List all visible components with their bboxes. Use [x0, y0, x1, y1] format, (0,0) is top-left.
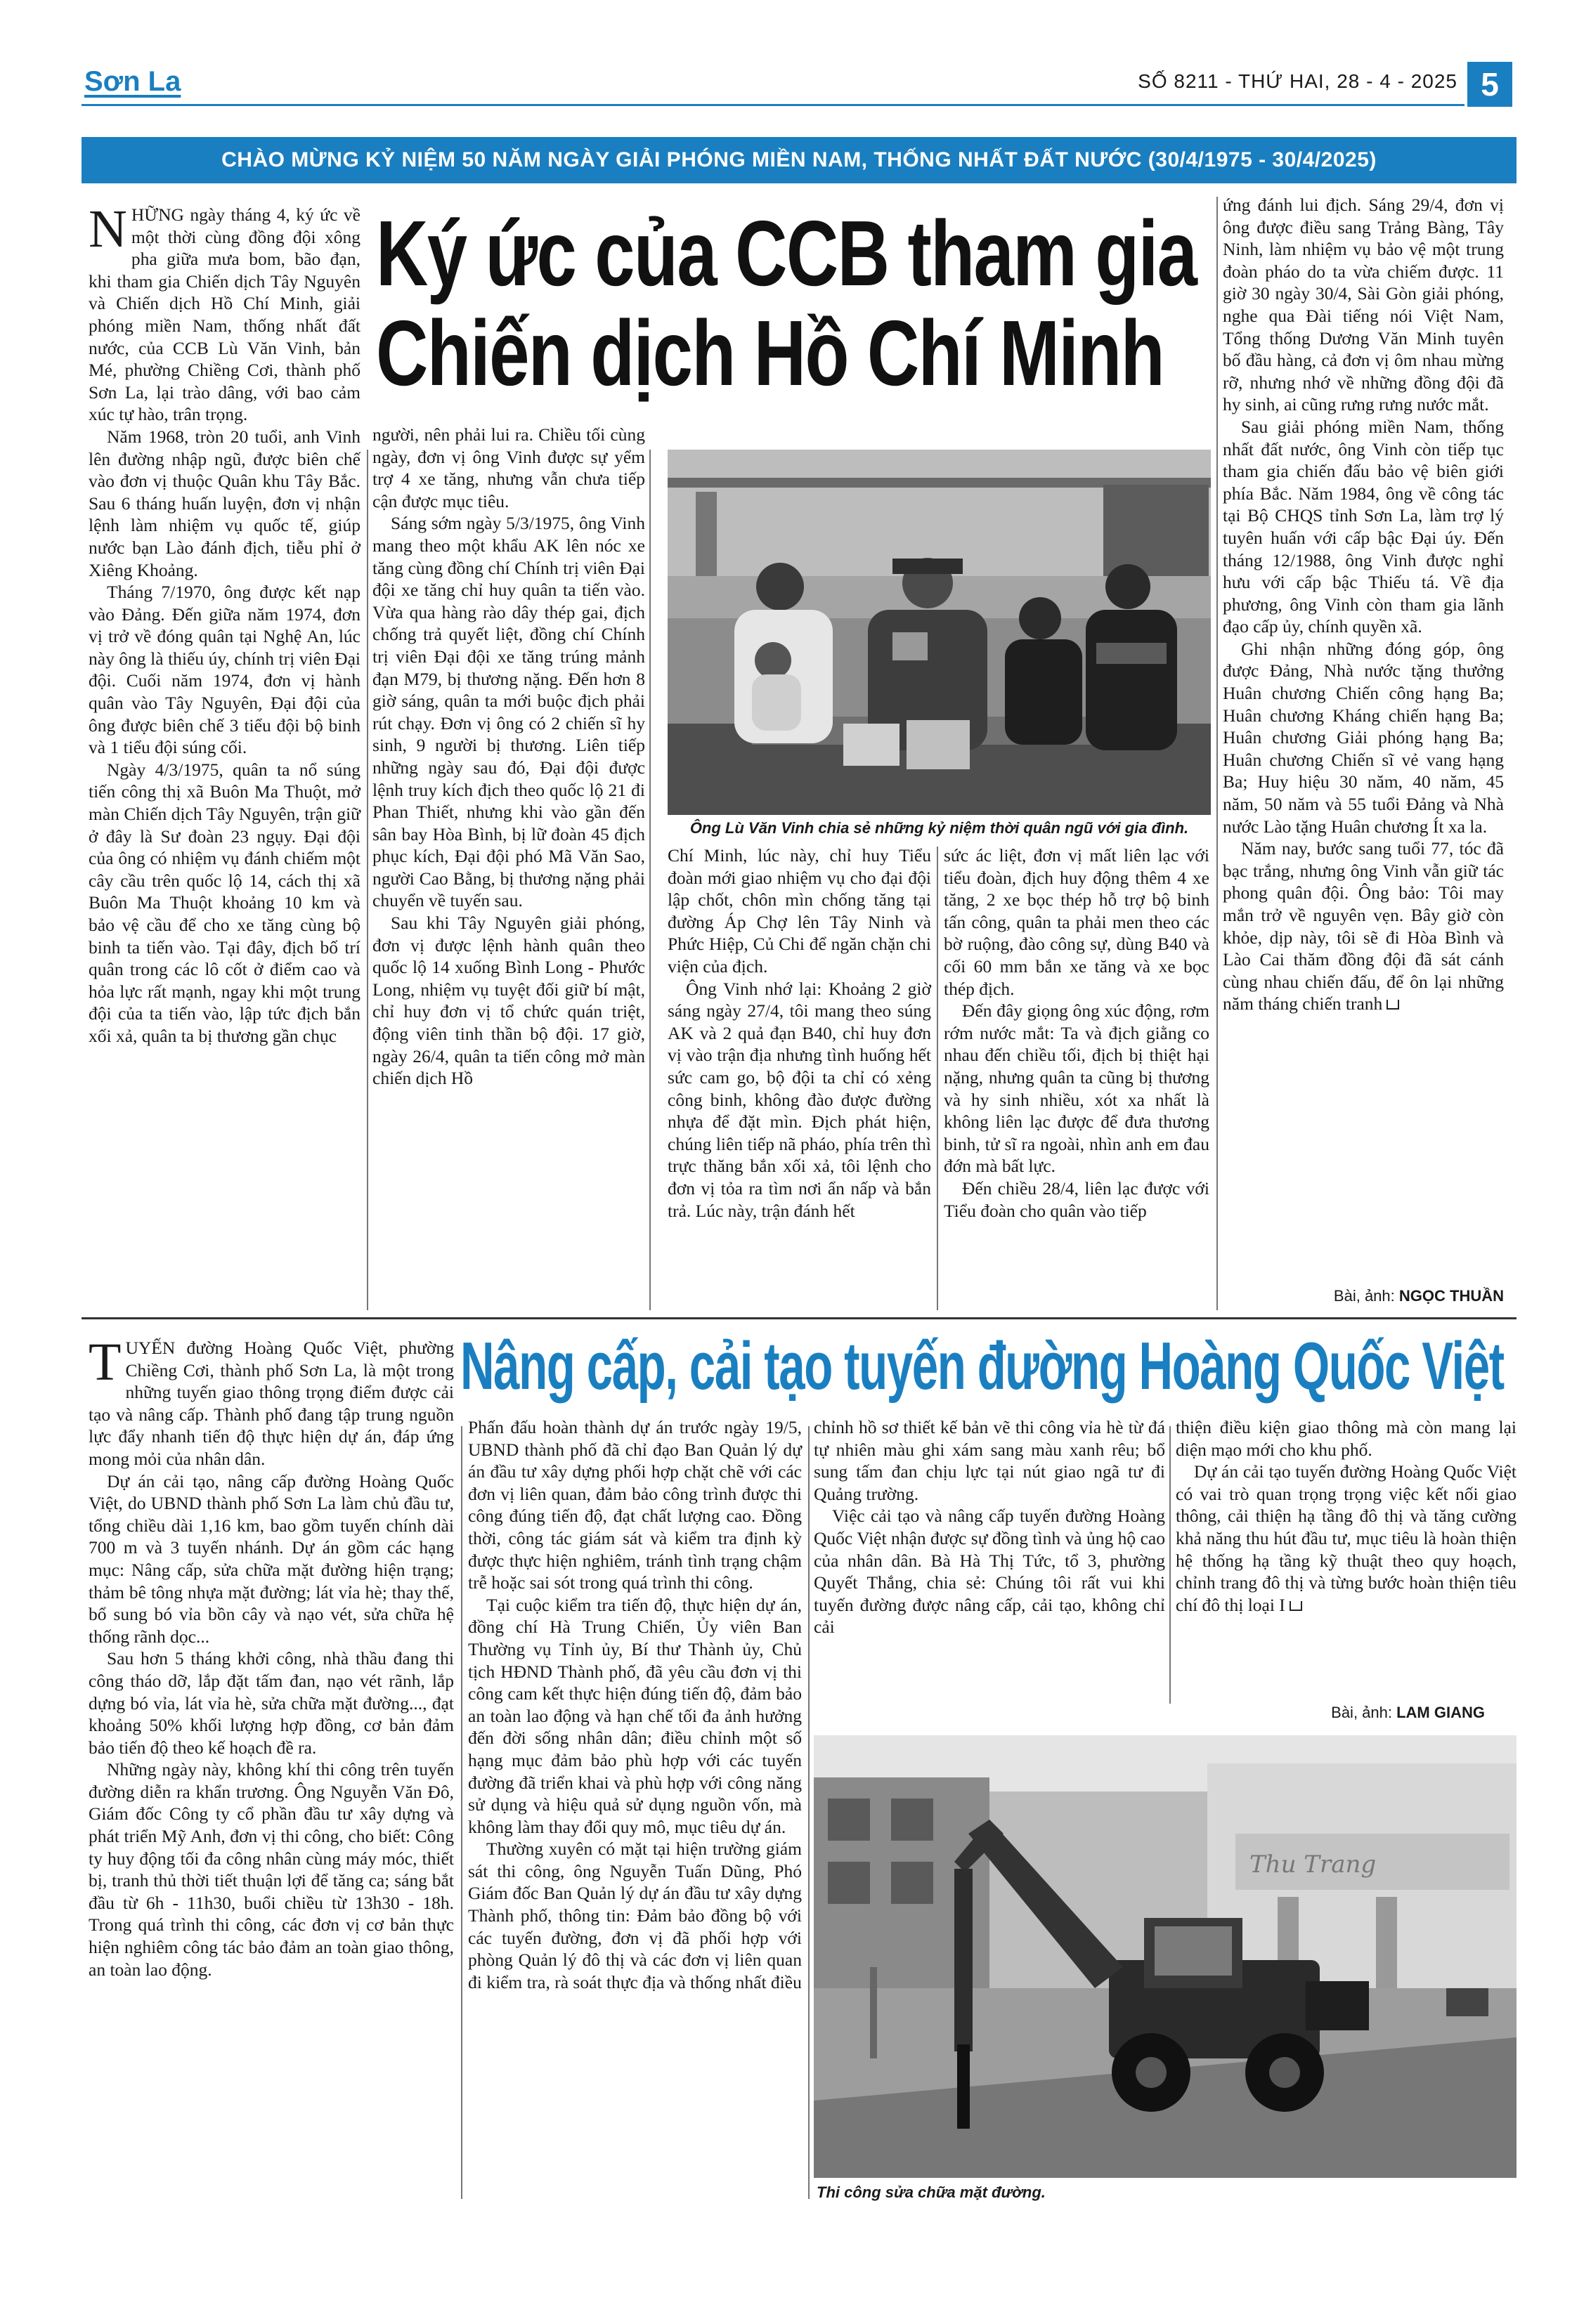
paragraph: ứng đánh lui địch. Sáng 29/4, đơn vị ông được điều sang Trảng Bàng, Tây Ninh, làm nhiệm vụ bảo vệ một trung đoàn pháo do ta vừa chiếm được. 11 giờ 30 ngày 30/4, Sài Gòn giải phóng, nghe qua Đài tiếng nói Việt Nam, Tổng thống Dương Văn Minh tuyên bố đầu hàng, cả đơn vị ôm nhau mừng rỡ, nhưng nhớ về những đồng đội đã hy sinh, ai cũng rưng rưng nước mắt. — [1223, 195, 1504, 415]
article1-byline — [1223, 1287, 1504, 1305]
byline-author: NGỌC THUẦN — [1398, 1287, 1504, 1305]
photo-caption: Thi công sửa chữa mặt đường. — [817, 2183, 1046, 2201]
paragraph: Tại cuộc kiểm tra tiến độ, thực hiện dự án, đồng chí Hà Trung Chiến, Ủy viên Ban Thường vụ Tỉnh ủy, Bí thư Thành ủy, Chủ tịch HĐND Thành phố, đã yêu cầu đơn vị thi công cam kết thực hiện đúng tiến độ, đảm bảo an toàn lao động và hạn chế tối đa ảnh hưởng đến đời sống nhân dân; điều chỉnh một số hạng mục đảm bảo phù hợp với các tuyến đường đã triển khai và phù hợp với công năng sử dụng và hiệu quả sử dụng nguồn vốn, mà không làm thay đổi quy mô, mục tiêu dự án. — [468, 1594, 802, 1837]
paragraph: sức ác liệt, đơn vị mất liên lạc với tiểu đoàn, địch huy động thêm 4 xe tăng, 2 xe bọc thép hỗ trợ bộ binh tấn công, quân ta phải men theo các bờ ruộng, đào công sự, dùng B40 và cối 60 mm bắn xe tăng và xe bọc thép địch. — [944, 845, 1209, 999]
article2-byline — [1176, 1704, 1485, 1722]
section-name: Sơn La — [84, 66, 181, 97]
paragraph: chỉnh hồ sơ thiết kế bản vẽ thi công vỉa hè từ đá tự nhiên màu ghi xám sang màu xanh rêu; bổ sung tấm đan chịu lực tại nút giao ngã tư đi Quảng trường. — [814, 1417, 1165, 1504]
paragraph: Đến đây giọng ông xúc động, rơm rớm nước mắt: Ta và địch giằng co nhau đến chiều tối, địch bị thiệt hại nặng, nhưng quân ta cũng bị thương và hy sinh nhiều, xót xa nhất là không liên lạc được để đưa thương binh, tử sĩ ra ngoài, nhìn anh em đau đớn mà bất lực. — [944, 1000, 1209, 1177]
column-divider — [461, 1426, 462, 2199]
paragraph: Sau khi Tây Nguyên giải phóng, đơn vị được lệnh hành quân theo quốc lộ 14 xuống Bình Long - Phước Long, nhiệm vụ tuyệt đối giữ bí mật, chỉ huy đơn vị tổ chức quán triệt, động viên tinh thần bộ đội. 17 giờ, ngày 26/4, quân ta tiến công mở màn chiến dịch Hồ — [372, 913, 645, 1089]
paragraph: Ngày 4/3/1975, quân ta nổ súng tiến công thị xã Buôn Ma Thuột, mở màn Chiến dịch Tây Nguyên, trận giữ ở đây là Sư đoàn 23 ngụy. Đại đội của ông có nhiệm vụ đánh chiếm một cây cầu trên quốc lộ 14, cách thị xã Buôn Ma Thuột khoảng 10 km và bảo vệ cầu để cho xe tăng cùng bộ binh ta tiến vào. Tại đây, địch bố trí quân trong các lô cốt ở điểm cao và hỏa lực rất mạnh, ngay khi một trung đội của ta tiến vào, lập tức địch bắn xối xả, quân ta bị thương gần chục — [89, 759, 361, 1046]
veteran-family-photo — [668, 450, 1211, 815]
byline-author: LAM GIANG — [1396, 1704, 1485, 1721]
paragraph: Năm 1968, tròn 20 tuổi, anh Vinh lên đường nhập ngũ, được biên chế vào đơn vị thuộc Quân khu Tây Bắc. Sau 6 tháng huấn luyện, đơn vị nhận lệnh làm nhiệm vụ quốc tế, giúp nước bạn Lào đánh địch, tiễu phỉ ở Xiêng Khoảng. — [89, 426, 361, 580]
paragraph: Tháng 7/1970, ông được kết nạp vào Đảng. Đến giữa năm 1974, đơn vị trở về đóng quân tại Nghệ An, lúc này ông là thiếu úy, chính trị viên Đại đội. Cuối năm 1974, đơn vị hành quân vào Tây Nguyên, Đại đội của ông được biên chế 3 tiểu đội bộ binh và 1 tiểu đội súng cối. — [89, 582, 361, 758]
article1-column-2 — [372, 424, 645, 1090]
sign-text: Thu Trang — [1249, 1850, 1377, 1879]
byline-prefix: Bài, ảnh: — [1333, 1287, 1395, 1305]
road-construction-photo-illustration — [814, 1735, 1517, 2178]
paragraph: Ông Vinh nhớ lại: Khoảng 2 giờ sáng ngày 27/4, tôi mang theo súng AK và 2 quả đạn B40, chỉ huy đơn vị vào trận địa nhưng tình huống hết sức cam go, bộ đội ta chỉ có xẻng công binh, không đào được đường nhựa để đặt mìn. Địch phát hiện, chúng liên tiếp nã pháo, phía trên thì trực thăng bắn xối xả, tôi lệnh cho đơn vị tỏa ra tìm nơi ẩn nấp và bắn trả. Lúc này, trận đánh hết — [668, 978, 931, 1221]
drop-cap: N — [89, 200, 127, 259]
end-mark-icon — [1290, 1601, 1302, 1611]
paragraph: Dự án cải tạo tuyến đường Hoàng Quốc Việt có vai trò quan trọng trọng việc kết nối giao thông, cải thiện hạ tầng đô thị và tăng cường khả năng thu hút đầu tư, mục tiêu là hoàn thiện hệ thống hạ tầng kỹ thuật theo quy hoạch, chỉnh trang đô thị và từng bước hoàn thiện tiêu chí đô thị loại I — [1176, 1461, 1517, 1615]
paragraph: Những ngày này, không khí thi công trên tuyến đường diễn ra khẩn trương. Ông Nguyễn Văn Đô, Giám đốc Công ty cổ phần đầu tư xây dựng và phát triển Mỹ Anh, đơn vị thi công, cho biết: Công ty huy động tối đa công nhân cùng máy móc, thiết bị, tranh thủ thời tiết thuận lợi để tăng ca; sáng bắt đầu từ 6h - 11h30, buổi chiều từ 13h30 - 18h. Trong quá trình thi công, các đơn vị cơ bản thực hiện nghiêm công tác bảo đảm an toàn giao thông, an toàn lao động. — [89, 1759, 454, 1980]
paragraph: HỮNG ngày tháng 4, ký ức về một thời cùng đồng đội xông pha giữa mưa bom, bão đạn, khi tham gia Chiến dịch Tây Nguyên và Chiến dịch Hồ Chí Minh, giải phóng miền Nam, thống nhất đất nước, của CCB Lù Văn Vinh, bản Mé, phường Chiềng Cơi, thành phố Sơn La, lại trào dâng, với bao cảm xúc tự hào, trân trọng. — [89, 204, 361, 425]
column-divider — [367, 450, 368, 1310]
column-divider — [649, 450, 651, 1310]
article1-column-4 — [944, 844, 1209, 1222]
issue-info: SỐ 8211 - THỨ HAI, 28 - 4 - 2025 — [1138, 70, 1457, 92]
column-divider — [808, 1426, 810, 2199]
drop-cap: T — [89, 1333, 122, 1392]
article1-column-3 — [668, 844, 931, 1222]
paragraph: Năm nay, bước sang tuổi 77, tóc đã bạc trắng, nhưng ông Vinh vẫn giữ tác phong quân đội. Ông bảo: Tôi may mắn trở về nguyên vẹn. Bây giờ còn khỏe, dịp này, tôi sẽ đi Hòa Bình và Lào Cai thăm đồng đội đã sát cánh cùng nhau chiến đấu, để ôn lại những năm tháng chiến tranh — [1223, 838, 1504, 1014]
article2-column-3 — [814, 1416, 1165, 1638]
article2-headline: Nâng cấp, cải tạo tuyến đường Hoàng Quốc Việt — [460, 1329, 1504, 1404]
paragraph: Ghi nhận những đóng góp, ông được Đảng, Nhà nước tặng thưởng Huân chương Chiến công hạng Ba; Huân chương Kháng chiến hạng Ba; Huân chương Giải phóng hạng Ba; Huân chương Chiến sĩ vẻ vang hạng Ba; Huy hiệu 30 năm, 40 năm, 45 năm, 50 năm và 55 tuổi Đảng và Nhà nước Lào tặng Huân chương Ít xa la. — [1223, 638, 1504, 837]
paragraph: Sau giải phóng miền Nam, thống nhất đất nước, ông Vinh còn tiếp tục tham gia chiến đấu bảo vệ biên giới phía Bắc. Năm 1984, ông về công tác tại Bộ CHQS tỉnh Sơn La, làm trợ lý tuyên huấn với cấp bậc Đại úy. Đến tháng 12/1988, ông Vinh được nghỉ hưu với cấp bậc Thiếu tá. Về địa phương, ông Vinh còn tham gia lãnh đạo cấp ủy, chính quyền xã. — [1223, 416, 1504, 637]
article2-column-4 — [1176, 1416, 1517, 1616]
article1-headline-line1: Ký ức của CCB tham gia — [376, 202, 1197, 305]
article1-column-5 — [1223, 194, 1504, 1015]
article1-headline — [376, 204, 1196, 403]
article2-column-2 — [468, 1416, 802, 1993]
column-divider — [1216, 197, 1218, 1310]
byline-prefix: Bài, ảnh: — [1331, 1704, 1392, 1721]
article2-column-1 — [89, 1333, 454, 1980]
paragraph: Việc cải tạo và nâng cấp tuyến đường Hoàng Quốc Việt nhận được sự đồng tình và ủng hộ cao của nhân dân. Bà Hà Thị Tức, tổ 3, phường Quyết Thắng, chia sẻ: Chúng tôi rất vui khi tuyến đường được nâng cấp, cải tạo, không chỉ cải — [814, 1506, 1165, 1638]
paragraph: người, nên phải lui ra. Chiều tối cùng ngày, đơn vị ông Vinh được sự yểm trợ 4 xe tăng, nhưng vẫn chưa tiếp cận được mục tiêu. — [372, 424, 645, 511]
article1-column-1 — [89, 200, 361, 1047]
end-mark-icon — [1387, 1000, 1399, 1010]
article1-headline-line2: Chiến dịch Hồ Chí Minh — [376, 301, 1164, 405]
paragraph: UYẾN đường Hoàng Quốc Việt, phường Chiềng Cơi, thành phố Sơn La, là một trong những tuyến giao thông trọng điểm được cải tạo và nâng cấp. Thành phố đang tập trung nguồn lực đẩy nhanh tiến độ thực hiện dự án, đáp ứng mong mỏi của nhân dân. — [89, 1338, 454, 1469]
paragraph: Sáng sớm ngày 5/3/1975, ông Vinh mang theo một khẩu AK lên nóc xe tăng cùng đồng chí Chính trị viên Đại đội xe tăng chỉ huy quân ta tiến vào. Vừa qua hàng rào dây thép gai, địch chống trả quyết liệt, đồng chí Chính trị viên Đại đội xe tăng trúng mảnh đạn M79, bị thương nặng. Đến hơn 8 giờ sáng, quân ta mới buộc địch phải rút chạy. Đơn vị ông có 2 chiến sĩ hy sinh, 9 người bị thương. Liên tiếp những ngày sau đó, Đại đội được lệnh truy kích địch theo quốc lộ 21 đi Phan Thiết, nhưng khi vào gần đến sân bay Hòa Bình, bị lữ đoàn 45 địch phục kích, Đại đội phó Mã Văn Sao, người Cao Bằng, bị thương nặng phải chuyển về tuyến sau. — [372, 513, 645, 911]
column-divider — [1169, 1426, 1171, 1704]
paragraph: Đến chiều 28/4, liên lạc được với Tiểu đoàn cho quân vào tiếp — [944, 1177, 1209, 1221]
header-rule — [82, 104, 1465, 106]
article-separator — [82, 1317, 1517, 1319]
anniversary-banner: CHÀO MỪNG KỶ NIỆM 50 NĂM NGÀY GIẢI PHÓNG MIỀN NAM, THỐNG NHẤT ĐẤT NƯỚC (30/4/1975 - 30/4/2025) — [82, 137, 1517, 183]
photo-caption: Ông Lù Văn Vinh chia sẻ những kỷ niệm thời quân ngũ với gia đình. — [689, 819, 1189, 837]
road-construction-photo — [814, 1735, 1517, 2178]
veteran-family-photo-illustration — [668, 450, 1211, 815]
paragraph: Phấn đấu hoàn thành dự án trước ngày 19/5, UBND thành phố đã chỉ đạo Ban Quản lý dự án đầu tư xây dựng phối hợp chặt chẽ với các đơn vị liên quan, đảm bảo công trình được thi công đúng tiến độ, đạt chất lượng cao. Đồng thời, công tác giám sát và kiểm tra định kỳ được thực hiện nghiêm, tránh tình trạng chậm trễ hoặc sai sót trong quá trình thi công. — [468, 1417, 802, 1593]
paragraph: Chí Minh, lúc này, chỉ huy Tiểu đoàn mới giao nhiệm vụ cho đại đội lập chốt, chôn mìn chống tăng tại đường Áp Chợ lên Tây Ninh và Phức Hiệp, Củ Chi để ngăn chặn chi viện của địch. — [668, 845, 931, 977]
paragraph: Sau hơn 5 tháng khởi công, nhà thầu đang thi công tháo dỡ, lắp đặt tấm đan, nạo vét rãnh, lắp dựng bó vỉa, lát vỉa hè, sửa chữa mặt đường..., đạt khoảng 50% khối lượng hợp đồng, cơ bản đảm bảo tiến độ theo kế hoạch đề ra. — [89, 1648, 454, 1758]
paragraph: thiện điều kiện giao thông mà còn mang lại diện mạo mới cho khu phố. — [1176, 1417, 1517, 1460]
column-divider — [937, 847, 938, 1310]
paragraph: Thường xuyên có mặt tại hiện trường giám sát thi công, ông Nguyễn Tuấn Dũng, Phó Giám đốc Ban Quản lý dự án đầu tư xây dựng Thành phố, thông tin: Đảm bảo đồng bộ với các tuyến đường, đơn vị đã phối hợp với phòng Quản lý đô thị và các đơn vị liên quan đi kiểm tra, rà soát thực địa và thống nhất điều — [468, 1839, 802, 1992]
paragraph: Dự án cải tạo, nâng cấp đường Hoàng Quốc Việt, do UBND thành phố Sơn La làm chủ đầu tư, tổng chiều dài 1,16 km, bao gồm tuyến chính dài 700 m và 3 tuyến nhánh. Dự án gồm các hạng mục: Nâng cấp, sửa chữa mặt đường hiện trạng; thảm bê tông nhựa mặt đường; lát vỉa hè; thay thế, bổ sung bó vỉa bồn cây và nạo vét, sửa chữa hệ thống rãnh dọc... — [89, 1470, 454, 1647]
page-number: 5 — [1467, 62, 1512, 107]
